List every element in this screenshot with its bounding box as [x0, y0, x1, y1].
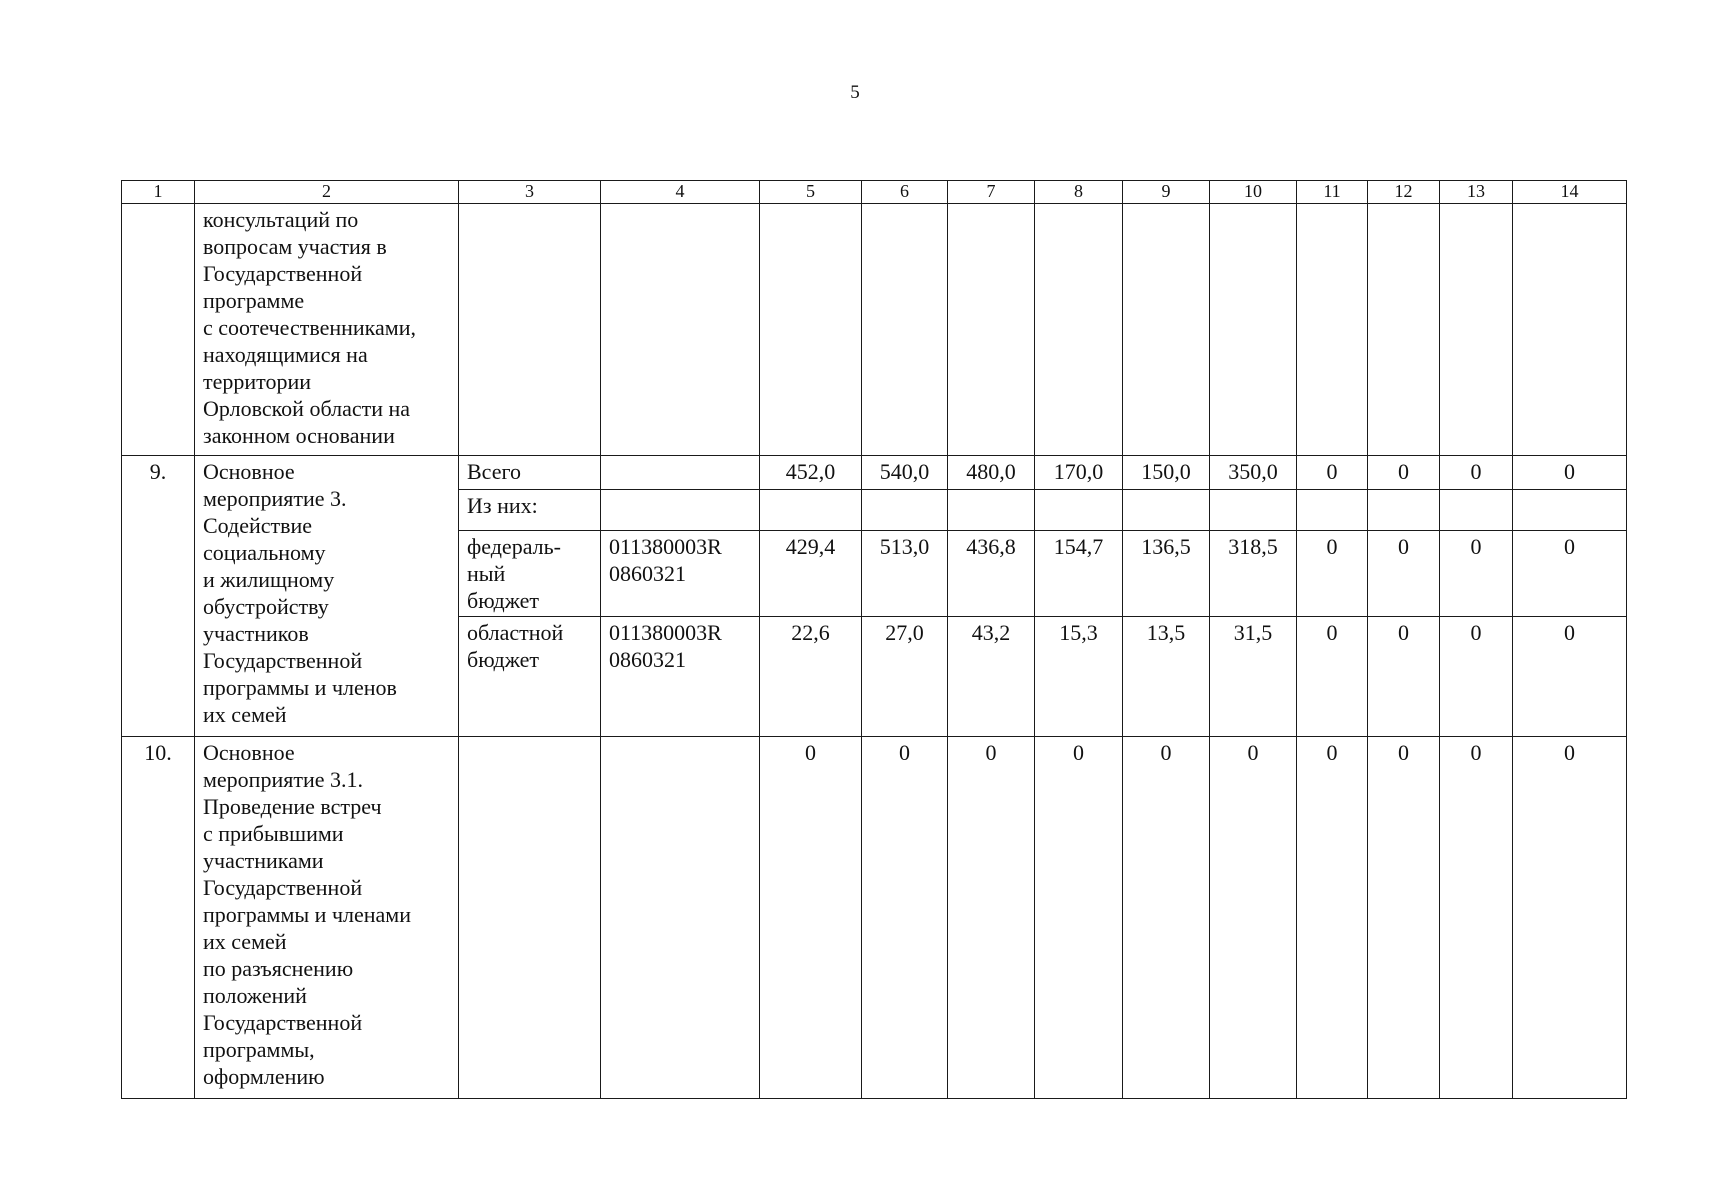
- budget-code: [601, 456, 760, 490]
- value-cell: [1440, 490, 1513, 531]
- value-cell: 0: [1297, 456, 1368, 490]
- value-cell: [1368, 204, 1440, 456]
- budget-code: 011380003R 0860321: [601, 531, 760, 617]
- row-index: 9.: [122, 456, 195, 737]
- value-cell: 15,3: [1035, 617, 1123, 737]
- value-cell: [1210, 490, 1297, 531]
- value-cell: 136,5: [1123, 531, 1210, 617]
- value-cell: 0: [948, 737, 1035, 1099]
- value-cell: [948, 204, 1035, 456]
- value-cell: [862, 490, 948, 531]
- column-number: 2: [195, 181, 459, 204]
- budget-code: [601, 737, 760, 1099]
- value-cell: 0: [1513, 737, 1627, 1099]
- value-cell: 0: [1297, 617, 1368, 737]
- value-cell: 154,7: [1035, 531, 1123, 617]
- column-number: 9: [1123, 181, 1210, 204]
- column-number: 5: [760, 181, 862, 204]
- funding-source: Из них:: [459, 490, 601, 531]
- value-cell: 0: [1513, 617, 1627, 737]
- funding-source: Всего: [459, 456, 601, 490]
- value-cell: [1297, 204, 1368, 456]
- budget-code: [601, 204, 760, 456]
- value-cell: [1513, 204, 1627, 456]
- column-number-row: [122, 181, 1627, 204]
- value-cell: [1035, 490, 1123, 531]
- column-number: 11: [1297, 181, 1368, 204]
- column-number: 4: [601, 181, 760, 204]
- value-cell: 0: [1513, 531, 1627, 617]
- column-number: 6: [862, 181, 948, 204]
- value-cell: 170,0: [1035, 456, 1123, 490]
- value-cell: [1035, 204, 1123, 456]
- value-cell: 436,8: [948, 531, 1035, 617]
- column-number: 10: [1210, 181, 1297, 204]
- value-cell: [1123, 490, 1210, 531]
- table-row-10: [122, 737, 1627, 1099]
- measure-title: консультаций по вопросам участия в Государственной программе с соотечественниками, находящимися на территории Орловской области на законном основании: [195, 204, 459, 456]
- value-cell: [862, 204, 948, 456]
- value-cell: 0: [1035, 737, 1123, 1099]
- table-row-9-total: [122, 456, 1627, 490]
- value-cell: 0: [1440, 737, 1513, 1099]
- value-cell: [760, 490, 862, 531]
- column-number: 8: [1035, 181, 1123, 204]
- value-cell: 452,0: [760, 456, 862, 490]
- value-cell: 13,5: [1123, 617, 1210, 737]
- value-cell: 43,2: [948, 617, 1035, 737]
- value-cell: 0: [1440, 617, 1513, 737]
- page-number: 5: [850, 82, 860, 103]
- value-cell: [1368, 490, 1440, 531]
- value-cell: 350,0: [1210, 456, 1297, 490]
- value-cell: 318,5: [1210, 531, 1297, 617]
- value-cell: [1297, 490, 1368, 531]
- value-cell: 0: [1368, 737, 1440, 1099]
- value-cell: 0: [1440, 456, 1513, 490]
- value-cell: 0: [1368, 617, 1440, 737]
- value-cell: 0: [1440, 531, 1513, 617]
- value-cell: 27,0: [862, 617, 948, 737]
- value-cell: 150,0: [1123, 456, 1210, 490]
- value-cell: 429,4: [760, 531, 862, 617]
- measure-title: Основное мероприятие 3.1. Проведение встреч с прибывшими участниками Государственной программы и членами их семей по разъяснению положений Государственной программы, оформлению: [195, 737, 459, 1099]
- column-number: 13: [1440, 181, 1513, 204]
- value-cell: 540,0: [862, 456, 948, 490]
- budget-code: 011380003R 0860321: [601, 617, 760, 737]
- value-cell: 22,6: [760, 617, 862, 737]
- value-cell: [1210, 204, 1297, 456]
- funding-source: [459, 737, 601, 1099]
- column-number: 14: [1513, 181, 1627, 204]
- value-cell: 480,0: [948, 456, 1035, 490]
- value-cell: 0: [1210, 737, 1297, 1099]
- budget-table: [121, 180, 1627, 1099]
- value-cell: 0: [1123, 737, 1210, 1099]
- column-number: 3: [459, 181, 601, 204]
- value-cell: 0: [760, 737, 862, 1099]
- column-number: 1: [122, 181, 195, 204]
- value-cell: 0: [862, 737, 948, 1099]
- budget-code: [601, 490, 760, 531]
- row-index: [122, 204, 195, 456]
- value-cell: 0: [1368, 456, 1440, 490]
- column-number: 12: [1368, 181, 1440, 204]
- value-cell: [1440, 204, 1513, 456]
- table-row-continuation: [122, 204, 1627, 456]
- value-cell: [1513, 490, 1627, 531]
- value-cell: 0: [1297, 737, 1368, 1099]
- measure-title: Основное мероприятие 3. Содействие социальному и жилищному обустройству участников Государственной программы и членов их семей: [195, 456, 459, 737]
- value-cell: 0: [1368, 531, 1440, 617]
- value-cell: [760, 204, 862, 456]
- value-cell: [1123, 204, 1210, 456]
- value-cell: 513,0: [862, 531, 948, 617]
- value-cell: 31,5: [1210, 617, 1297, 737]
- funding-source: областной бюджет: [459, 617, 601, 737]
- value-cell: 0: [1513, 456, 1627, 490]
- row-index: 10.: [122, 737, 195, 1099]
- column-number: 7: [948, 181, 1035, 204]
- value-cell: 0: [1297, 531, 1368, 617]
- funding-source: [459, 204, 601, 456]
- value-cell: [948, 490, 1035, 531]
- funding-source: федераль- ный бюджет: [459, 531, 601, 617]
